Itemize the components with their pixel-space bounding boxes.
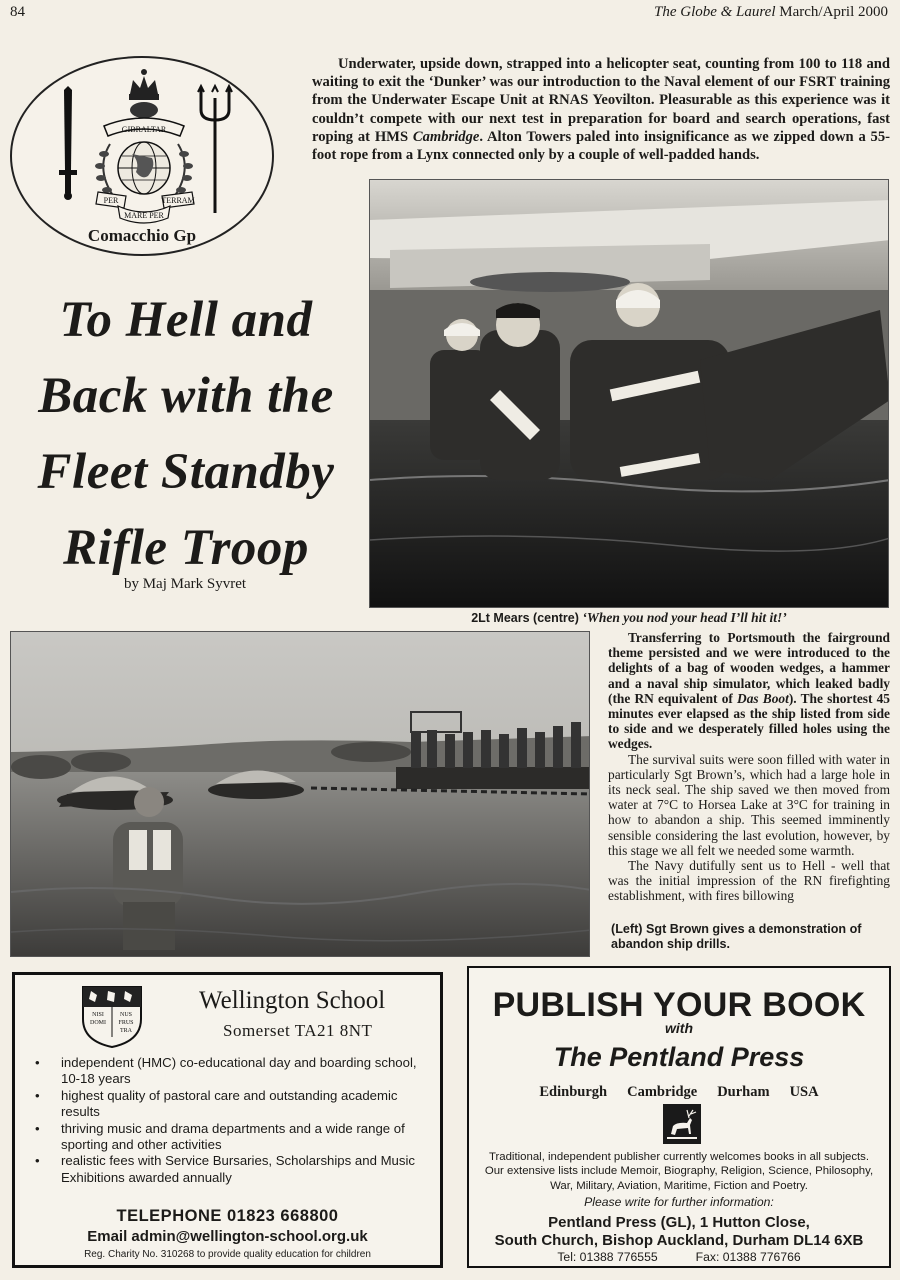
school-telephone: TELEPHONE 01823 668800 <box>116 1207 339 1225</box>
svg-text:TERRAM: TERRAM <box>161 196 195 205</box>
abandon-ship-drill-photo <box>10 631 590 957</box>
list-item: • independent (HMC) co-educational day and boarding school, 10-18 years <box>35 1055 435 1088</box>
comacchio-crest <box>10 56 274 256</box>
body-paragraph: The Navy dutifully sent us to Hell - well that was the initial impression of the RN firefighting establishment, with fires billowing <box>608 858 890 904</box>
intro-paragraph <box>312 55 890 164</box>
svg-text:MARE PER: MARE PER <box>124 211 164 220</box>
publisher-address-line1: Pentland Press (GL), 1 Hutton Close, <box>548 1214 810 1231</box>
list-item: • highest quality of pastoral care and outstanding academic results <box>35 1088 435 1121</box>
trident-icon <box>198 86 232 213</box>
issue-date: March/April 2000 <box>779 4 888 20</box>
publisher-fax: Fax: 01388 776766 <box>695 1250 801 1264</box>
list-item: • thriving music and drama departments and a wide range of sporting and other activities <box>35 1121 435 1154</box>
commando-dagger-icon <box>59 86 77 200</box>
intro-text-2: . Alton Towers paled into insignificance as we zipped down a 55-foot rope from a Lynx connected only by a couple of well-padded hands. <box>312 128 890 164</box>
publication-title: The Globe & Laurel <box>653 4 776 20</box>
wellington-school-advert <box>12 972 443 1268</box>
body-text: Transferring to Portsmouth the fairground theme persisted and we were introduced to the delights of a bag of wooden wedges, a hammer and a naval ship simulator, which leaked badly (the RN equivalent of <box>608 630 890 706</box>
byline: by Maj Mark Syvret <box>123 576 247 592</box>
svg-text:GIBRALTAR: GIBRALTAR <box>121 125 167 134</box>
title-line: Fleet Standby <box>37 444 335 500</box>
svg-text:FRUS: FRUS <box>118 1020 134 1026</box>
city: Cambridge <box>627 1084 698 1100</box>
crown-icon <box>129 69 159 100</box>
intro-text-1: Underwater, upside down, strapped into a helicopter seat, counting from 100 to 118 and waiting to exit the ‘Dunker’ was our introduction to the Naval element of our FSRT training from the Underwater Escape Unit at RNAS Yeovilton. Pleasurable as this experience was it couldn’t compete with our next test in preparation for board and search operations, fast roping at HMS <box>312 56 890 145</box>
body-text: ). The shortest 45 minutes ever elapsed as the ship listed from side to side and we desperately filled holes using the wedges. <box>608 690 890 752</box>
film-title: Das Boot <box>737 690 789 706</box>
article-body <box>608 630 890 904</box>
abandon-ship-caption: (Left) Sgt Brown gives a demonstration of abandon ship drills. <box>611 922 862 951</box>
caption-quote: ‘When you nod your head I’ll hit it!’ <box>582 610 787 625</box>
publisher-telephone: Tel: 01388 776555 <box>557 1250 658 1264</box>
svg-text:NISI: NISI <box>92 1012 104 1018</box>
city: Edinburgh <box>539 1084 608 1100</box>
running-head <box>654 4 888 21</box>
city: USA <box>789 1084 819 1100</box>
crest-label: Comacchio Gp <box>87 226 197 245</box>
school-features-list <box>35 1055 435 1186</box>
body-paragraph <box>608 630 890 752</box>
stag-logo-icon <box>663 1104 701 1144</box>
caption-name: 2Lt Mears (centre) <box>471 611 579 625</box>
svg-text:DOMI: DOMI <box>90 1020 106 1026</box>
article-title <box>8 282 364 586</box>
lion-icon <box>130 102 158 118</box>
publisher-description: Traditional, independent publisher currently welcomes books in all subjects. Our extensive lists include Memoir, Biography, Religion, Science, Philosophy, War, Military, Aviation, Maritime, Fiction and Poetry. <box>484 1151 874 1192</box>
charity-number: Reg. Charity No. 310268 to provide quality education for children <box>84 1249 371 1260</box>
svg-text:PER: PER <box>103 196 119 205</box>
publish-headline: PUBLISH YOUR BOOK <box>492 986 866 1024</box>
publisher-address-line2: South Church, Bishop Auckland, Durham DL14 6XB <box>494 1232 864 1249</box>
publisher-cities <box>469 1084 889 1101</box>
school-email: Email admin@wellington-school.org.uk <box>87 1228 368 1245</box>
school-name: Wellington School <box>199 987 386 1014</box>
list-item: • realistic fees with Service Bursaries, Scholarships and Music Exhibitions awarded annually <box>35 1153 435 1186</box>
title-line: To Hell and <box>59 292 313 348</box>
publisher-contact <box>469 1250 889 1264</box>
city: Durham <box>717 1084 770 1100</box>
write-prompt: Please write for further information: <box>584 1195 774 1209</box>
title-line: Back with the <box>38 368 334 424</box>
dunker-training-photo <box>369 179 889 608</box>
page-number: 84 <box>10 4 25 20</box>
svg-text:NUS: NUS <box>119 1012 133 1018</box>
dunker-photo-caption <box>369 610 889 626</box>
publisher-name: The Pentland Press <box>553 1042 805 1072</box>
school-shield-icon <box>81 985 143 1049</box>
title-line: Rifle Troop <box>63 520 309 576</box>
publish-with: with <box>665 1020 693 1036</box>
globe-icon <box>118 142 170 194</box>
ship-name: Cambridge <box>412 128 480 145</box>
body-paragraph: The survival suits were soon filled with water in particularly Sgt Brown’s, which had a large hole in its neck seal. The ship saved we then moved from water at 7°C to Horsea Lake at 3°C for training in how to abandon a ship. This seemed imminently sensible considering the last evolution, however, by this stage we all felt we needed some warmth. <box>608 751 890 858</box>
pentland-press-advert <box>467 966 891 1268</box>
school-location: Somerset TA21 8NT <box>223 1021 373 1040</box>
svg-text:TRA: TRA <box>120 1028 132 1034</box>
